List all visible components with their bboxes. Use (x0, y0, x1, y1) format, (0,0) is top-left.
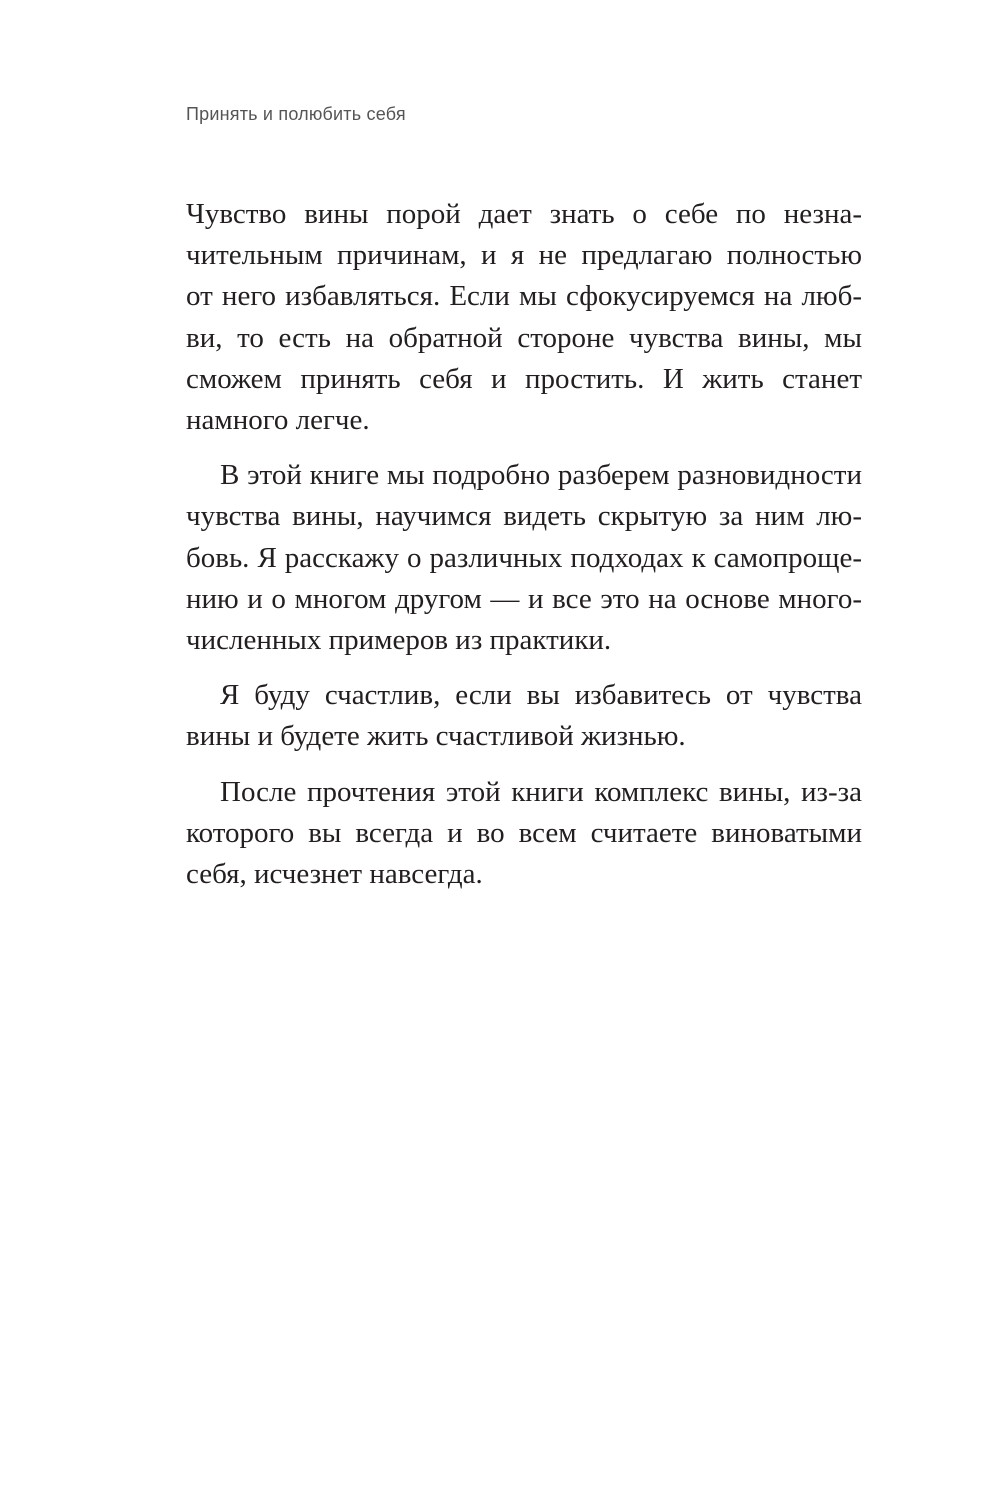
paragraph (186, 455, 862, 661)
text-line: В этой книге мы подробно разберем разновидности (220, 459, 862, 492)
text-line: от него избавляться. Если мы сфокусируемся на люб- (186, 280, 862, 313)
paragraph (186, 194, 862, 441)
text-line: ви, то есть на обратной стороне чувства вины, мы (186, 321, 862, 354)
text-line: Чувство вины порой дает знать о себе по незна- (186, 198, 862, 230)
text-line: численных примеров из практики. (186, 624, 612, 657)
text-line: сможем принять себя и простить. И жить станет (186, 362, 862, 395)
text-line: бовь. Я расскажу о различных подходах к самопроще- (186, 541, 862, 574)
body-text (186, 194, 862, 909)
text-line: чувства вины, научимся видеть скрытую за ним лю- (186, 500, 862, 533)
text-line: которого вы всегда и во всем считаете виноватыми (186, 816, 862, 849)
text-line: намного легче. (186, 404, 370, 437)
text-line: нию и о многом другом — и все это на основе много- (186, 582, 862, 615)
running-head-title: Принять и полюбить себя (186, 104, 406, 124)
text-line: После прочтения этой книги комплекс вины, из-за (220, 775, 862, 808)
text-line: себя, исчезнет навсегда. (186, 858, 483, 891)
text-line: вины и будете жить счастливой жизнью. (186, 720, 686, 753)
paragraph (186, 772, 862, 896)
text-line: чительным причинам, и я не предлагаю полностью (186, 239, 862, 272)
paragraph (186, 675, 862, 757)
text-line: Я буду счастлив, если вы избавитесь от чувства (220, 679, 862, 712)
